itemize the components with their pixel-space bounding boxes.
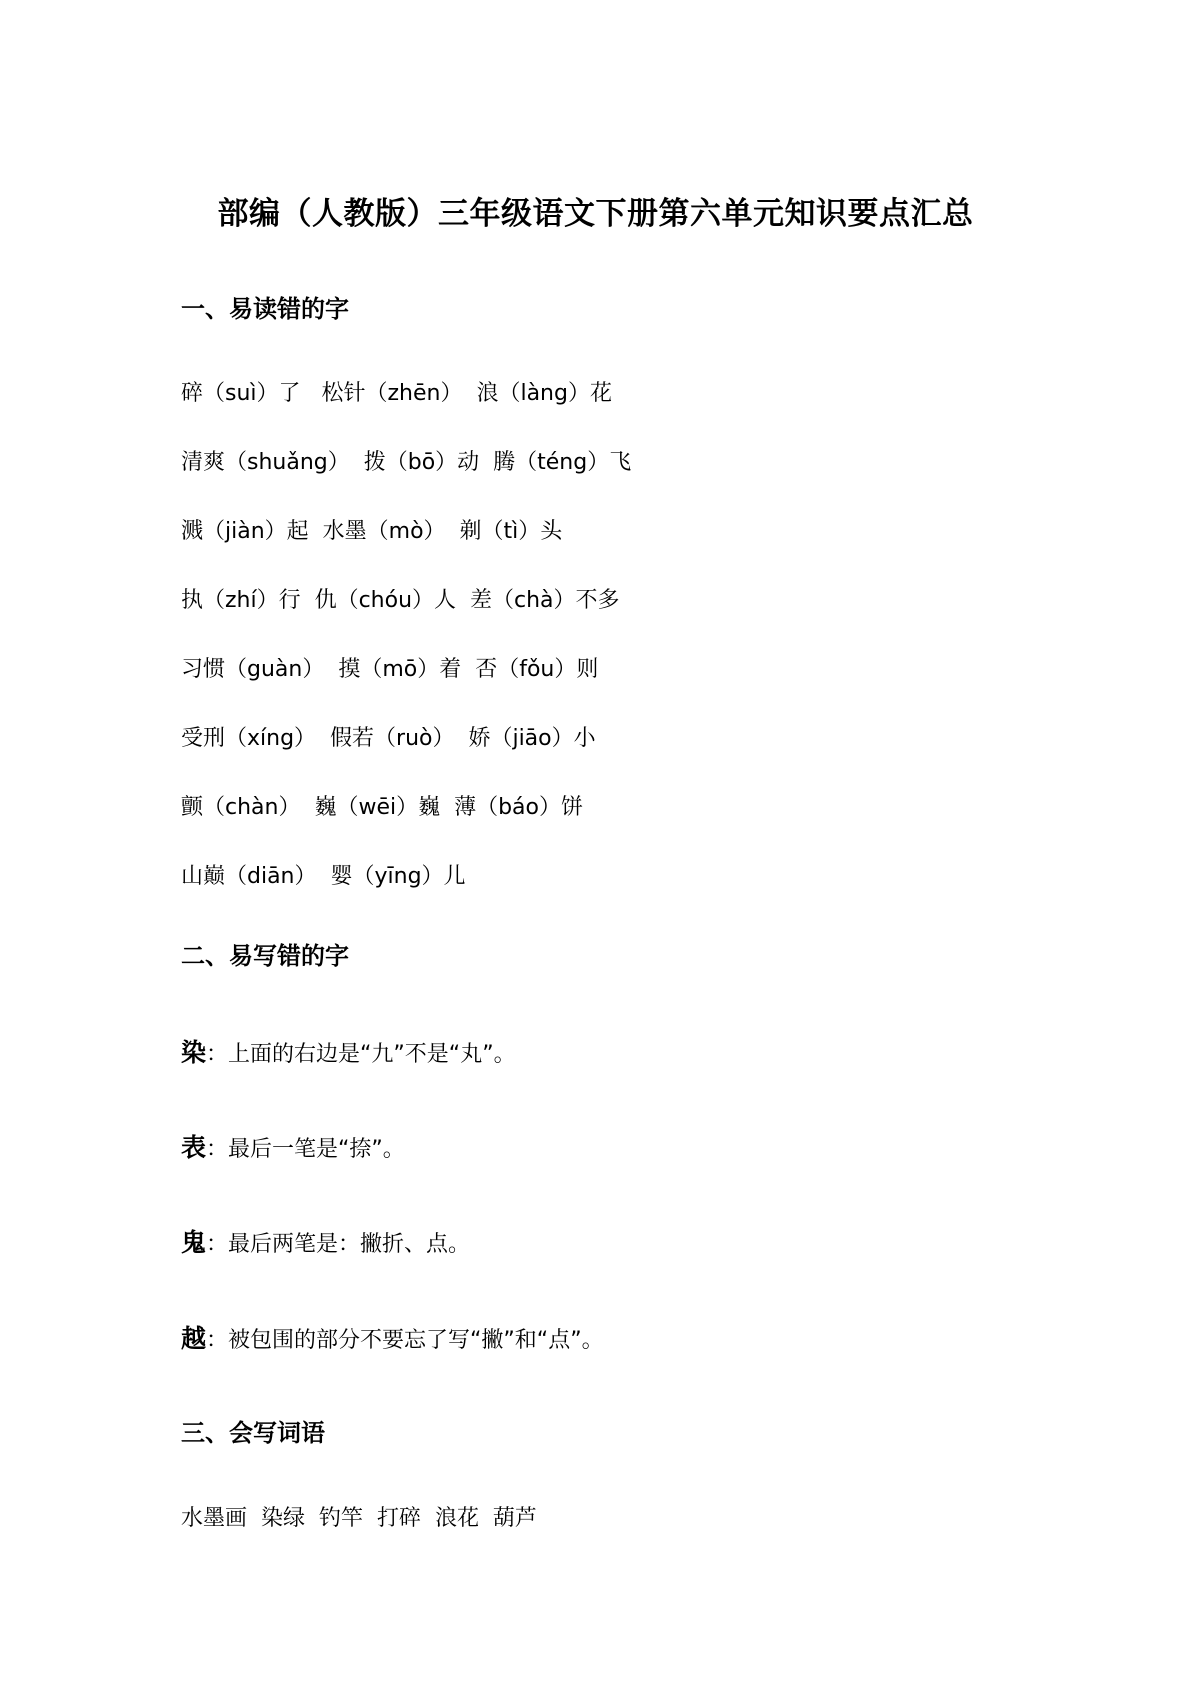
rule-text: ：最后两笔是：撇折、点。 bbox=[206, 1232, 471, 1257]
pinyin-line: 溅（jiàn）起 水墨（mò） 剃（tì）头 bbox=[181, 519, 563, 544]
pinyin-line: 山巅（diān） 婴（yīng）儿 bbox=[181, 864, 466, 889]
pinyin-line: 清爽（shuǎng） 拨（bō）动 腾（téng）飞 bbox=[181, 450, 632, 475]
section-heading-2: 二、易写错的字 bbox=[181, 942, 349, 970]
rule-character: 鬼 bbox=[181, 1228, 207, 1257]
pinyin-line: 执（zhí）行 仇（chóu）人 差（chà）不多 bbox=[181, 588, 620, 613]
pinyin-line: 习惯（guàn） 摸（mō）着 否（fǒu）则 bbox=[181, 657, 599, 682]
vocabulary-line: 水墨画 染绿 钓竿 打碎 浪花 葫芦 bbox=[181, 1506, 537, 1531]
writing-rule-item bbox=[181, 1223, 470, 1259]
section-heading-3: 三、会写词语 bbox=[181, 1419, 325, 1447]
document-title: 部编（人教版）三年级语文下册第六单元知识要点汇总 bbox=[217, 196, 974, 232]
section-heading-1: 一、易读错的字 bbox=[181, 295, 349, 323]
writing-rule-item bbox=[181, 1319, 604, 1355]
pinyin-line: 颤（chàn） 巍（wēi）巍 薄（báo）饼 bbox=[181, 795, 583, 820]
rule-character: 染 bbox=[181, 1038, 207, 1067]
writing-rule-item bbox=[181, 1128, 405, 1164]
rule-character: 表 bbox=[181, 1133, 207, 1162]
pinyin-line: 碎（suì）了 松针（zhēn） 浪（làng）花 bbox=[181, 381, 612, 406]
rule-text: ：最后一笔是“捺”。 bbox=[206, 1137, 405, 1162]
rule-character: 越 bbox=[181, 1324, 207, 1353]
rule-text: ：上面的右边是“九”不是“丸”。 bbox=[206, 1042, 516, 1067]
writing-rule-item bbox=[181, 1033, 516, 1069]
pinyin-line: 受刑（xíng） 假若（ruò） 娇（jiāo）小 bbox=[181, 726, 596, 751]
rule-text: ：被包围的部分不要忘了写“撇”和“点”。 bbox=[206, 1328, 604, 1353]
